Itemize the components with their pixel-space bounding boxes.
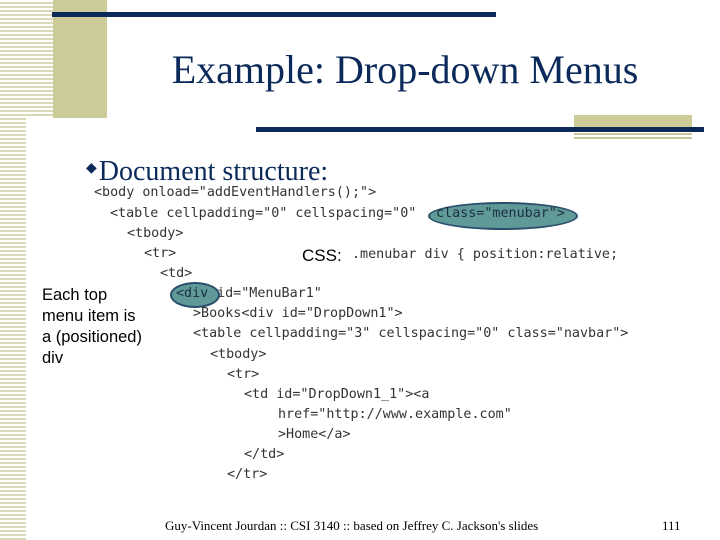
code-line-td-dropdown: <td id="DropDown1_1"><a	[244, 387, 430, 402]
code-div-tag: <div	[176, 286, 209, 301]
code-line-td-close: </td>	[244, 447, 285, 462]
top-decorative-stripe	[26, 0, 53, 118]
code-line-tbody: <tbody>	[127, 226, 184, 241]
left-decorative-stripe	[0, 0, 26, 540]
css-rule: .menubar div { position:relative;	[352, 247, 619, 262]
code-line-tbody-2: <tbody>	[210, 347, 267, 362]
code-line-td: <td>	[160, 266, 193, 281]
diamond-bullet-icon: ◆	[86, 161, 97, 176]
top-accent-block	[53, 0, 107, 118]
code-line-href: href="http://www.example.com"	[278, 407, 512, 422]
slide-title: Example: Drop-down Menus	[171, 47, 639, 92]
page-number: 111	[662, 518, 681, 533]
side-annotation: Each top menu item is a (positioned) div	[42, 286, 142, 367]
code-line-table: <table cellpadding="0" cellspacing="0"	[110, 206, 417, 221]
mid-rule	[256, 127, 704, 132]
code-line-tr: <tr>	[144, 246, 177, 261]
code-line-div-id: id="MenuBar1"	[209, 286, 322, 301]
bullet-text: Document structure:	[98, 156, 329, 187]
code-line-body: <body onload="addEventHandlers();">	[94, 185, 377, 200]
slide-footer: Guy-Vincent Jourdan :: CSI 3140 :: based on Jeffrey C. Jackson's slides	[165, 518, 539, 533]
css-label: CSS:	[302, 246, 342, 265]
code-line-tr-2: <tr>	[227, 367, 260, 382]
code-line-tr-close: </tr>	[227, 467, 268, 482]
bullet-item	[86, 156, 328, 188]
code-line-home: >Home</a>	[278, 427, 351, 442]
code-class-menubar: class="menubar">	[436, 206, 565, 221]
code-line-navbar-table: <table cellpadding="3" cellspacing="0" class="navbar">	[193, 326, 629, 341]
top-rule	[52, 12, 496, 17]
code-line-books: >Books<div id="DropDown1">	[193, 306, 403, 321]
